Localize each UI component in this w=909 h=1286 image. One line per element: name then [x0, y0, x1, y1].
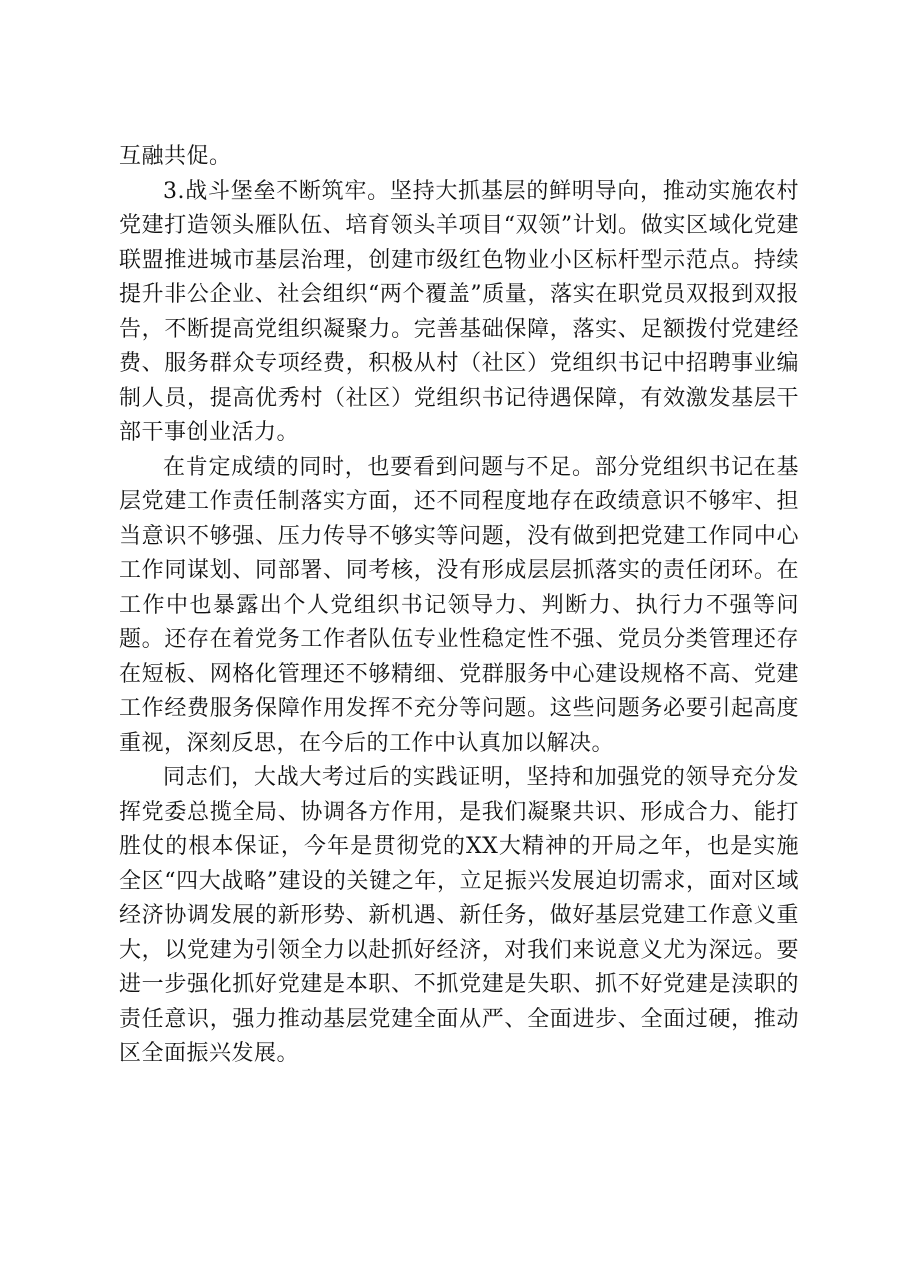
- paragraph-continuation: 互融共促。: [119, 144, 232, 169]
- paragraph-problems: 在肯定成绩的同时，也要看到问题与不足。部分党组织书记在基层党建工作责任制落实方面，还不同程度地存在政绩意识不够牢、担当意识不够强、压力传导不够实等问题，没有做到把党建工作同中心工作同谋划、同部署、同考核，没有形成层层抓落实的责任闭环。在工作中也暴露出个人党组织书记领导力、判断力、执行力不强等问题。还存在着党务工作者队伍专业性稳定性不强、党员分类管理还存在短板、网格化管理还不够精细、党群服务中心建设规格不高、党建工作经费服务保障作用发挥不充分等问题。这些问题务必要引起高度重视，深刻反思，在今后的工作中认真加以解决。: [119, 454, 799, 756]
- paragraph-comrades: 同志们，大战大考过后的实践证明，坚持和加强党的领导充分发挥党委总揽全局、协调各方作用，是我们凝聚共识、形成合力、能打胜仗的根本保证，今年是贯彻党的XX大精神的开局之年，也是实施全区“四大战略”建设的关键之年，立足振兴发展迫切需求，面对区域经济协调发展的新形势、新机遇、新任务，做好基层党建工作意义重大，以党建为引领全力以赴抓好经济，对我们来说意义尤为深远。要进一步强化抓好党建是本职、不抓党建是失职、抓不好党建是渎职的责任意识，强力推动基层党建全面从严、全面进步、全面过硬，推动区全面振兴发展。: [119, 765, 799, 1066]
- document-body: [119, 140, 799, 1072]
- paragraph-battle-fortress: 3.战斗堡垒不断筑牢。坚持大抓基层的鲜明导向，推动实施农村党建打造领头雁队伍、培育领头羊项目“双领”计划。做实区域化党建联盟推进城市基层治理，创建市级红色物业小区标杆型示范点。持续提升非公企业、社会组织“两个覆盖”质量，落实在职党员双报到双报告，不断提高党组织凝聚力。完善基础保障，落实、足额拨付党建经费、服务群众专项经费，积极从村（社区）党组织书记中招聘事业编制人员，提高优秀村（社区）党组织书记待遇保障，有效激发基层干部干事创业活力。: [119, 178, 799, 445]
